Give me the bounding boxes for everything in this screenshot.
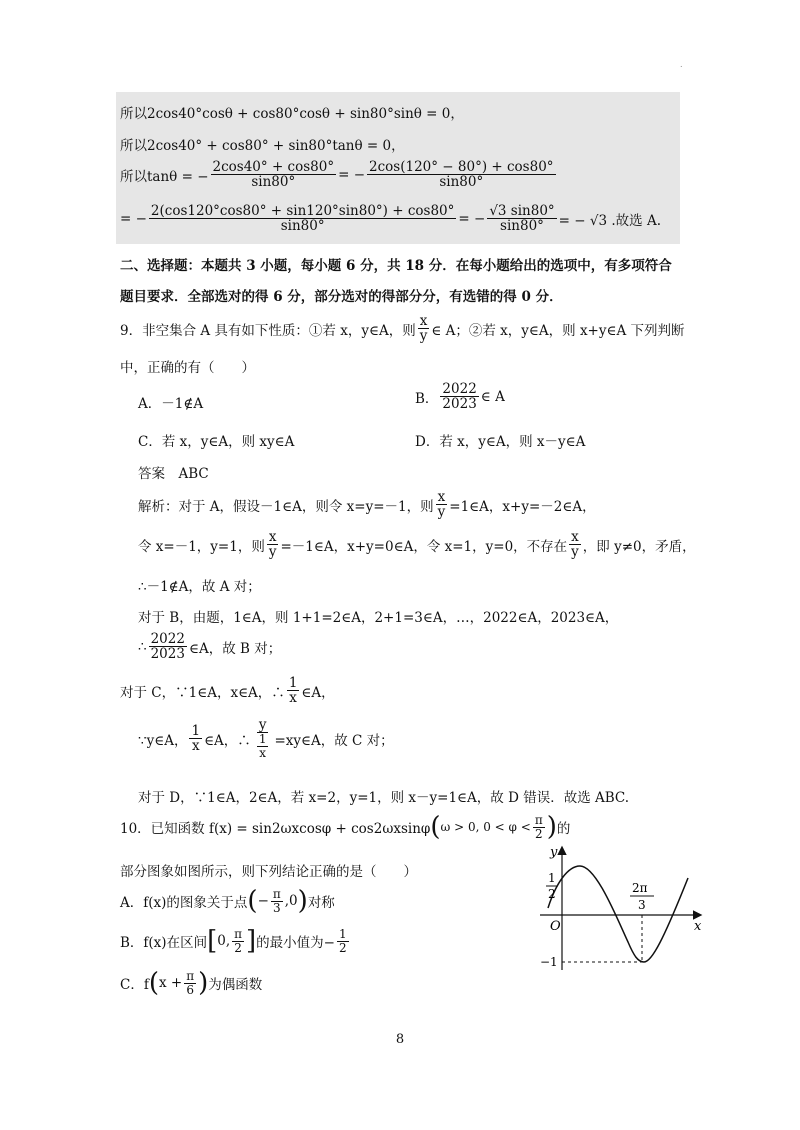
numerator: 2(cos120°cos80° + sin120°sin80°) + cos80° <box>150 203 455 219</box>
fraction <box>418 314 430 343</box>
option-text: A．f(x)的图象关于点 <box>120 895 248 912</box>
fraction <box>184 970 196 996</box>
fraction <box>149 204 456 233</box>
paren-right: ) <box>546 812 557 843</box>
q9-stem-line-1 <box>120 314 685 343</box>
fraction <box>189 724 202 753</box>
q10-stem-line-1 <box>120 812 571 843</box>
y-tick-half-den: 2 <box>548 887 556 901</box>
solution-line-3 <box>120 160 558 189</box>
numerator: 1 <box>191 723 201 739</box>
denominator: 2 <box>234 940 242 955</box>
fraction <box>232 928 244 954</box>
solution-line-4 <box>120 204 661 233</box>
q9-analysis-line-6 <box>120 676 335 705</box>
solution-line-4-tail: = − √3 .故选 A. <box>558 212 661 229</box>
q10-stem-line-2: 部分图象如图所示，则下列结论正确的是（ ） <box>120 864 417 880</box>
option-text: 的最小值为− <box>256 935 335 952</box>
x-tick-den: 3 <box>638 898 646 912</box>
fraction <box>533 814 545 840</box>
bracket-right: ] <box>246 926 257 957</box>
paren-left: ( <box>430 812 441 843</box>
option-text: C．f <box>120 977 149 994</box>
numerator: 1 <box>288 675 298 691</box>
fraction <box>211 160 337 189</box>
q9-analysis-line-5 <box>138 632 281 661</box>
numerator: π <box>534 813 543 827</box>
numerator: π <box>234 927 243 941</box>
denominator: 6 <box>186 982 194 997</box>
option-text: 0, <box>217 933 231 950</box>
q10-option-b <box>120 926 351 957</box>
option-text: ,0 <box>284 893 298 910</box>
denominator: sin80° <box>280 218 325 235</box>
denominator <box>253 733 273 759</box>
q9-option-b-suffix: ∈ A <box>480 388 505 405</box>
numerator: 2cos40° + cos80° <box>212 159 335 175</box>
x-axis-label: x <box>694 919 702 934</box>
fraction <box>487 204 556 233</box>
denominator: y <box>268 544 277 561</box>
analysis-text: =xy∈A，故 C 对； <box>274 732 394 749</box>
q9-option-a: A．－1∉A <box>138 396 204 412</box>
y-tick-half-num: 1 <box>548 871 556 885</box>
analysis-text: ∵y∈A， <box>138 732 188 749</box>
q9-analysis-line-7 <box>138 718 394 759</box>
fraction <box>149 632 187 661</box>
q9-answer: 答案 ABC <box>138 466 209 482</box>
q9-analysis-line-8: 对于 D，∵1∈A，2∈A，若 x=2，y=1，则 x－y=1∈A，故 D 错误．故选 ABC. <box>138 790 630 806</box>
section-heading-line-2: 题目要求．全部选对的得 6 分，部分选对的得部分分，有选错的得 0 分． <box>120 289 563 305</box>
option-text: 为偶函数 <box>208 977 263 994</box>
q9-option-c: C．若 x，y∈A，则 xy∈A <box>138 434 295 450</box>
x-tick-num: 2π <box>632 881 648 895</box>
denominator: x <box>259 745 267 760</box>
analysis-text: ∈A，∴ <box>204 732 251 749</box>
denominator: 2 <box>338 940 347 955</box>
q9-option-d: D．若 x，y∈A，则 x－y∈A <box>415 434 586 450</box>
bracket-left: [ <box>207 926 218 957</box>
solution-line-3-prefix: 所以tanθ = − <box>120 168 209 185</box>
compound-fraction <box>253 718 273 759</box>
fraction <box>367 160 556 189</box>
denominator: sin80° <box>251 174 296 191</box>
equals: = − <box>338 166 366 183</box>
denominator: sin80° <box>439 174 484 191</box>
q9-analysis-line-1 <box>138 490 596 519</box>
denominator: x <box>191 738 200 755</box>
denominator: x <box>289 690 297 707</box>
fraction <box>267 530 279 559</box>
fraction <box>271 888 283 914</box>
option-text: 对称 <box>307 895 335 912</box>
analysis-text: ∴ <box>138 638 147 655</box>
denominator: 2 <box>534 826 543 841</box>
analysis-text: ∈A， <box>301 684 335 701</box>
solution-line-4-prefix: = − <box>120 210 147 227</box>
numerator: 2022 <box>442 381 477 397</box>
fraction <box>287 676 300 705</box>
origin-label: O <box>550 919 561 934</box>
solution-line-1: 所以2cos40°cosθ + cos80°cosθ + sin80°sinθ = 0， <box>120 106 464 122</box>
solution-line-2: 所以2cos40° + cos80° + sin80°tanθ = 0， <box>120 138 405 154</box>
fraction <box>440 382 478 411</box>
numerator: π <box>272 887 281 901</box>
section-heading-line-1: 二、选择题：本题共 3 小题，每小题 6 分，共 18 分．在每小题给出的选项中，有多项符合 <box>120 258 672 274</box>
analysis-text: =1∈A，x+y=－2∈A， <box>449 498 596 515</box>
numerator: 2022 <box>150 631 185 647</box>
numerator: √3 sin80° <box>489 203 555 219</box>
numerator: y <box>258 717 267 733</box>
fraction <box>257 733 269 759</box>
q9-option-b-prefix: B． <box>415 390 439 407</box>
q9-stem-b: ∈ A；②若 x，y∈A，则 x+y∈A 下列判断 <box>431 322 685 339</box>
equals: = − <box>458 210 486 227</box>
q9-stem-line-2: 中，正确的有（ ） <box>120 360 255 376</box>
page-number: 8 <box>395 1032 405 1047</box>
numerator: x <box>437 489 446 505</box>
analysis-text: 令 x=－1，y=1，则 <box>138 538 265 555</box>
numerator: π <box>186 969 195 983</box>
denominator: sin80° <box>500 218 544 235</box>
q9-stem-a: 9．非空集合 A 具有如下性质：①若 x，y∈A，则 <box>120 322 416 339</box>
analysis-text: 对于 C，∵1∈A，x∈A，∴ <box>120 684 285 701</box>
option-text: x + <box>158 975 183 992</box>
analysis-text: 解析：对于 A，假设－1∈A，则令 x=y=－1，则 <box>138 498 434 515</box>
y-min-label: −1 <box>540 955 558 969</box>
denominator: 2023 <box>150 646 185 663</box>
minus-sign: − <box>257 893 269 910</box>
numerator: 1 <box>338 927 347 941</box>
fraction <box>337 928 349 954</box>
denominator: y <box>419 328 428 345</box>
paren-right: ) <box>297 886 308 917</box>
numerator: x <box>571 529 579 545</box>
analysis-text: ，即 y≠0，矛盾， <box>582 538 696 555</box>
q9-option-b <box>415 382 505 411</box>
denominator: 3 <box>273 900 281 915</box>
numerator: x <box>419 313 428 329</box>
numerator: 2cos(120° − 80°) + cos80° <box>369 159 554 175</box>
paren-left: ( <box>148 968 159 999</box>
q10-stem-b: 的 <box>556 821 571 838</box>
function-graph <box>520 838 710 978</box>
analysis-text: ∈A，故 B 对； <box>188 640 282 657</box>
denominator: y <box>437 504 446 521</box>
paren-right: ) <box>198 968 209 999</box>
q9-analysis-line-4: 对于 B，由题，1∈A，则 1+1=2∈A，2+1=3∈A，…，2022∈A，2023∈A， <box>138 610 619 626</box>
paren-left: ( <box>247 886 258 917</box>
fraction <box>436 490 448 519</box>
q10-cond: ω > 0, 0 < φ < <box>440 820 531 835</box>
sine-curve <box>548 866 688 962</box>
denominator: y <box>571 544 579 561</box>
numerator: 1 <box>258 732 267 747</box>
top-mark: . <box>680 60 683 69</box>
fraction <box>569 530 581 559</box>
q9-analysis-line-2 <box>138 530 696 559</box>
q10-option-a <box>120 886 335 917</box>
y-axis-label: y <box>550 845 558 860</box>
q9-analysis-line-3: ∴－1∉A，故 A 对； <box>138 579 261 595</box>
numerator: x <box>268 529 277 545</box>
option-text: B．f(x)在区间 <box>120 935 208 952</box>
q10-stem-a: 10．已知函数 f(x) = sin2ωxcosφ + cos2ωxsinφ <box>120 821 431 838</box>
denominator: 2023 <box>442 396 477 413</box>
q10-option-c <box>120 968 263 999</box>
analysis-text: =－1∈A，x+y=0∈A，令 x=1，y=0，不存在 <box>280 538 568 555</box>
